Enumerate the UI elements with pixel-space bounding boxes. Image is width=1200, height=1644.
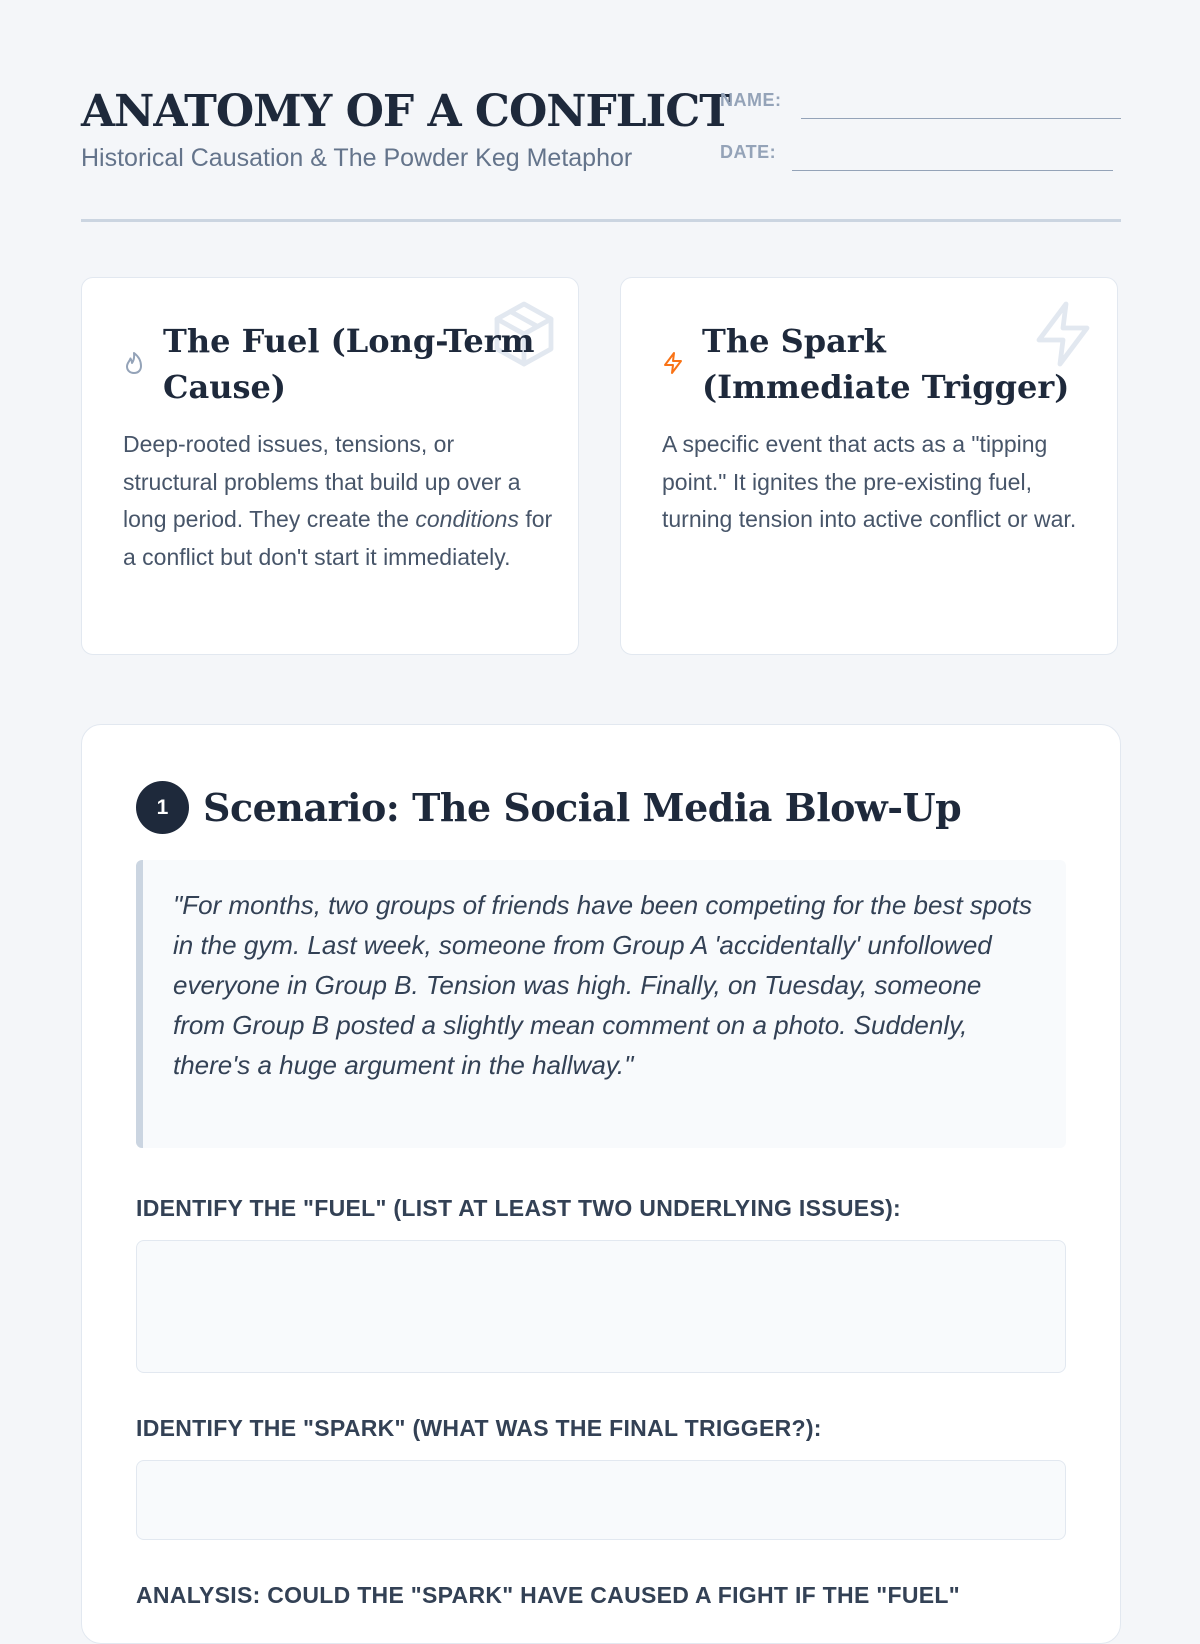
header-divider bbox=[81, 219, 1121, 222]
lightning-icon bbox=[661, 350, 685, 376]
fuel-card-title: The Fuel (Long-Term Cause) bbox=[163, 322, 535, 406]
spark-card bbox=[620, 277, 1118, 655]
scenario-quote: "For months, two groups of friends have been competing for the best spots in the gym. Last week, someone from Group A 'accidentally' unfollowed everyone in Group B. Tension was high. Finally, on Tuesday, someone from Group B posted a slightly mean comment on a photo. Suddenly, there's a huge argument in the hallway." bbox=[136, 860, 1066, 1148]
date-field[interactable] bbox=[792, 170, 1113, 171]
spark-answer-box[interactable] bbox=[136, 1460, 1066, 1540]
page-subtitle: Historical Causation & The Powder Keg Metaphor bbox=[81, 144, 633, 172]
fuel-card bbox=[81, 277, 579, 655]
scenario-section bbox=[81, 724, 1121, 1644]
spark-card-description: A specific event that acts as a "tipping point." It ignites the pre-existing fuel, turning tension into active conflict or war. bbox=[662, 431, 1077, 532]
spark-question-label: IDENTIFY THE "SPARK" (WHAT WAS THE FINAL TRIGGER?): bbox=[136, 1415, 822, 1441]
scenario-title: Scenario: The Social Media Blow-Up bbox=[203, 785, 962, 830]
scenario-number-badge: 1 bbox=[136, 781, 189, 834]
date-label: DATE: bbox=[720, 142, 777, 162]
fuel-answer-box[interactable] bbox=[136, 1240, 1066, 1373]
worksheet-header bbox=[81, 84, 1121, 224]
analysis-question-label: ANALYSIS: COULD THE "SPARK" HAVE CAUSED A FIGHT IF THE "FUEL" bbox=[136, 1582, 960, 1608]
page-title: ANATOMY OF A CONFLICT bbox=[81, 86, 732, 137]
fuel-question-label: IDENTIFY THE "FUEL" (LIST AT LEAST TWO UNDERLYING ISSUES): bbox=[136, 1195, 902, 1221]
spark-card-title: The Spark (Immediate Trigger) bbox=[702, 322, 1070, 406]
fuel-card-description: Deep-rooted issues, tensions, or structural problems that build up over a long period. They create the conditions for a conflict but don't start it immediately. bbox=[123, 431, 553, 570]
flame-icon bbox=[122, 350, 146, 376]
name-label: NAME: bbox=[720, 90, 782, 110]
name-field[interactable] bbox=[801, 118, 1121, 119]
